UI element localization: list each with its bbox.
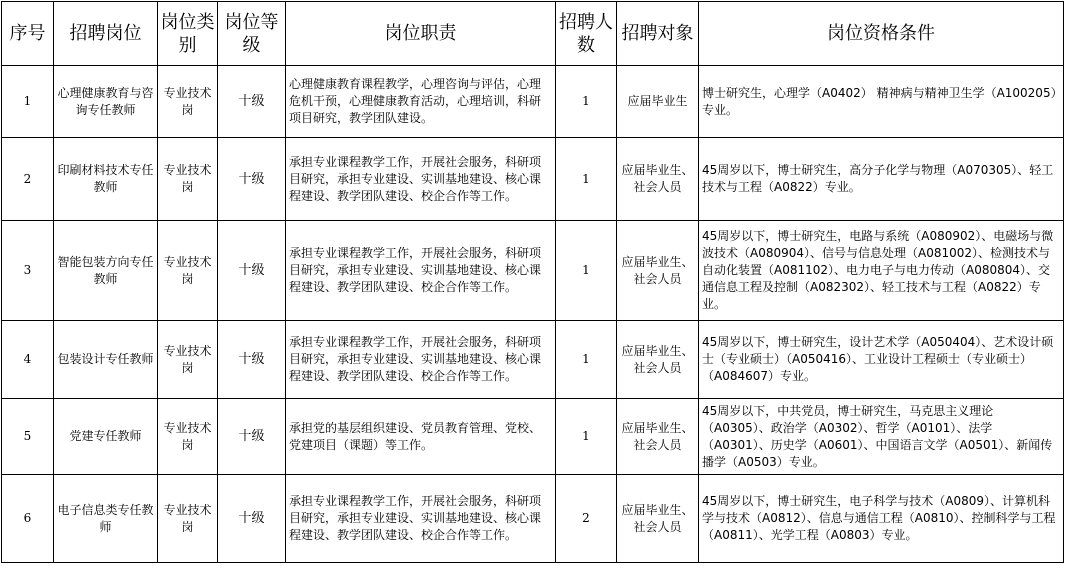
header-requirements: 岗位资格条件	[699, 2, 1064, 66]
row-grade: 十级	[218, 221, 286, 321]
table-row	[2, 221, 1064, 321]
row-grade: 十级	[218, 66, 286, 138]
row-seq: 5	[2, 399, 54, 475]
row-count: 1	[556, 138, 617, 221]
row-position: 党建专任教师	[54, 399, 158, 475]
row-category: 专业技术岗	[158, 138, 218, 221]
row-grade: 十级	[218, 475, 286, 563]
row-category: 专业技术岗	[158, 399, 218, 475]
row-requirements: 45周岁以下，博士研究生，电路与系统（A080902）、电磁场与微波技术（A080904）、信号与信息处理（A081002）、检测技术与自动化装置（A081102）、电力电子与电力传动（A080804）、交通信息工程及控制（A082302）、轻工技术与工程（A0822）专业。	[699, 221, 1064, 321]
row-requirements: 博士研究生，心理学（A0402） 精神病与精神卫生学（A100205）专业。	[699, 66, 1064, 138]
row-count: 2	[556, 475, 617, 563]
row-target: 应届毕业生、社会人员	[617, 399, 699, 475]
row-grade: 十级	[218, 138, 286, 221]
header-category: 岗位类别	[158, 2, 218, 66]
row-count: 1	[556, 66, 617, 138]
row-category: 专业技术岗	[158, 66, 218, 138]
row-position: 心理健康教育与咨询专任教师	[54, 66, 158, 138]
row-target: 应届毕业生、社会人员	[617, 138, 699, 221]
row-duties: 心理健康教育课程教学，心理咨询与评估，心理危机干预，心理健康教育活动，心理培训，科研项目研究，教学团队建设。	[286, 66, 556, 138]
row-requirements: 45周岁以下，中共党员，博士研究生，马克思主义理论（A0305）、政治学（A0302）、哲学（A0101）、法学（A0301）、历史学（A0601）、中国语言文学（A0501）、新闻传播学（A0503）专业。	[699, 399, 1064, 475]
row-position: 电子信息类专任教师	[54, 475, 158, 563]
header-row	[2, 2, 1064, 66]
row-grade: 十级	[218, 321, 286, 399]
row-requirements: 45周岁以下，博士研究生，设计艺术学（A050404）、艺术设计硕士（专业硕士）（A050416）、工业设计工程硕士（专业硕士）（A084607）专业。	[699, 321, 1064, 399]
row-seq: 2	[2, 138, 54, 221]
row-seq: 6	[2, 475, 54, 563]
row-duties: 承担专业课程教学工作，开展社会服务，科研项目研究，承担专业建设、实训基地建设、核心课程建设、教学团队建设、校企合作等工作。	[286, 321, 556, 399]
header-seq: 序号	[2, 2, 54, 66]
row-position: 包装设计专任教师	[54, 321, 158, 399]
row-target: 应届毕业生、社会人员	[617, 221, 699, 321]
table-row	[2, 399, 1064, 475]
row-requirements: 45周岁以下，博士研究生，电子科学与技术（A0809）、计算机科学与技术（A0812）、信息与通信工程（A0810）、控制科学与工程（A0811）、光学工程（A0803）专业。	[699, 475, 1064, 563]
row-position: 印刷材料技术专任教师	[54, 138, 158, 221]
row-requirements: 45周岁以下，博士研究生，高分子化学与物理（A070305）、轻工技术与工程（A0822）专业。	[699, 138, 1064, 221]
row-category: 专业技术岗	[158, 221, 218, 321]
row-duties: 承担专业课程教学工作，开展社会服务，科研项目研究，承担专业建设、实训基地建设、核心课程建设、教学团队建设、校企合作等工作。	[286, 221, 556, 321]
header-duties: 岗位职责	[286, 2, 556, 66]
row-duties: 承担专业课程教学工作，开展社会服务，科研项目研究，承担专业建设、实训基地建设、核心课程建设、教学团队建设、校企合作等工作。	[286, 138, 556, 221]
table-row	[2, 475, 1064, 563]
table-row	[2, 138, 1064, 221]
row-position: 智能包装方向专任教师	[54, 221, 158, 321]
row-seq: 3	[2, 221, 54, 321]
row-category: 专业技术岗	[158, 321, 218, 399]
row-duties: 承担专业课程教学工作，开展社会服务，科研项目研究，承担专业建设、实训基地建设、核心课程建设、教学团队建设、校企合作等工作。	[286, 475, 556, 563]
row-count: 1	[556, 321, 617, 399]
row-category: 专业技术岗	[158, 475, 218, 563]
row-count: 1	[556, 399, 617, 475]
table-row	[2, 66, 1064, 138]
row-count: 1	[556, 221, 617, 321]
row-duties: 承担党的基层组织建设、党员教育管理、党校、党建项目（课题）等工作。	[286, 399, 556, 475]
header-grade: 岗位等级	[218, 2, 286, 66]
table-row	[2, 321, 1064, 399]
row-target: 应届毕业生	[617, 66, 699, 138]
row-grade: 十级	[218, 399, 286, 475]
header-position: 招聘岗位	[54, 2, 158, 66]
row-seq: 4	[2, 321, 54, 399]
row-target: 应届毕业生、社会人员	[617, 321, 699, 399]
header-count: 招聘人数	[556, 2, 617, 66]
header-target: 招聘对象	[617, 2, 699, 66]
row-target: 应届毕业生、社会人员	[617, 475, 699, 563]
recruitment-table	[1, 1, 1064, 563]
row-seq: 1	[2, 66, 54, 138]
